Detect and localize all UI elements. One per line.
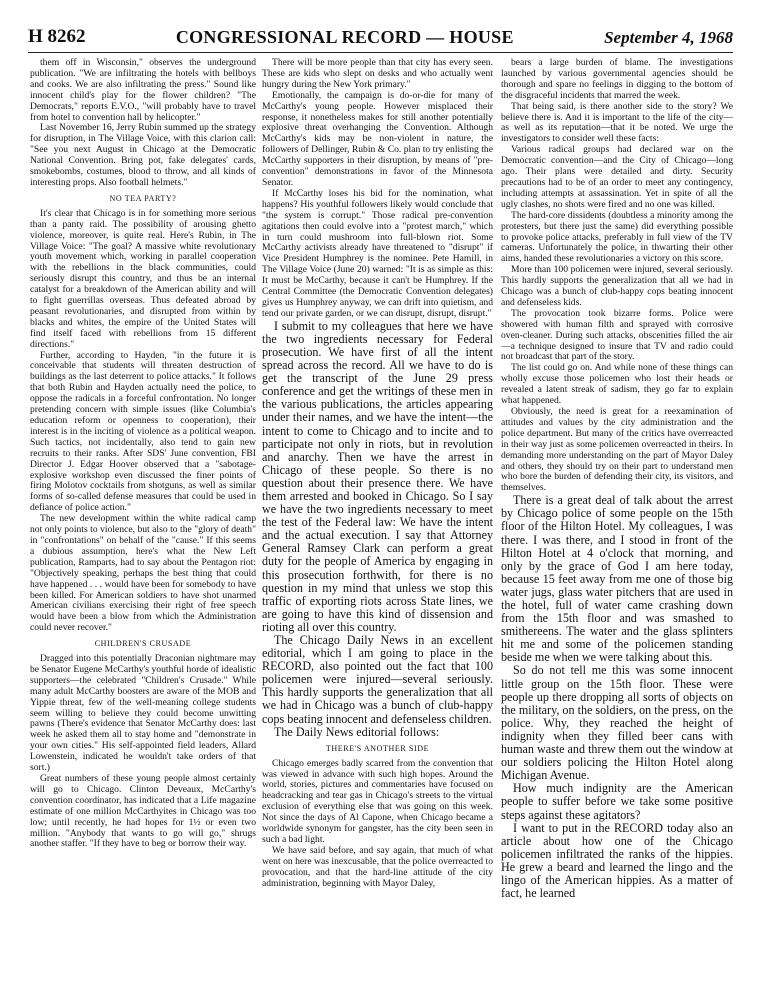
speech-paragraph: I want to put in the RECORD today also an article about how one of the Chicago policemen infiltrated the ranks of the hippies. He grew a beard and learned the lingo and the lingo of the American hippies. As a matter of fact, he learned [501,820,733,901]
inserted-text-paragraph: We have said before, and say again, that much of what went on here was inexcusable, that the police overreacted to provocation, and that the hard-line attitude of the city administration, beginning with Mayor Daley, [262,844,493,889]
speech-paragraph: The Chicago Daily News in an excellent editorial, which I am going to place in the RECORD, also pointed out the fact that 100 policemen were injured—several seriously. This hardly supports the generalization that all we had in Chicago was a bunch of club-happy cops beating innocent and defenseless children. [262,633,493,726]
speech-paragraph: The Daily News editorial follows: [274,724,440,739]
speech-paragraph: So do not tell me this was some innocent little group on the 15th floor. These were people up there dropping all sorts of objects on the military, on the soldiers, on the press, on the police. Why, they reached the height of indignity when they filled beer cans with human waste and threw them out the window at our soldiers policing the Hilton Hotel along Michigan Avenue. [501,663,733,783]
inserted-text-paragraph: The hard-core dissidents (doubtless a minority among the protesters, but there just the same) did everything possible to provoke police attacks, preferably in full view of the TV cameras. Unfortunately the police, in thwarting their other aims, handed these revolutionaries a victory on this score. [501,209,733,265]
inserted-text-paragraph: The provocation took bizarre forms. Police were showered with human filth and sprayed with corrosive oven-cleaner. During such attacks, obscenities filled the air—a technique designed to insure that TV and radio could not broadcast that part of the story. [501,307,733,363]
inserted-text-paragraph: Obviously, the need is great for a reexamination of attitudes and values by the city administration and the police department. But many of the critics have overreacted in their way just as some policemen overreacted in theirs. In demanding more understanding on the part of Mayor Daley and others, they should try on their part to understand men who bore the burden of defending their city, its visitors, and themselves. [501,406,733,494]
column-1 [30,58,256,978]
inserted-text-paragraph: There will be more people than that city has every seen. These are kids who slept on desks and who actually went hungry during the New York primary." [262,58,493,90]
inserted-text-paragraph: If McCarthy loses his bid for the nomination, what happens? His youthful followers likely would conclude that "the system is corrupt." Those radical pre-convention agitations then could evolve into a "protest march," which in turn could mushroom into full-blown riot. Some McCarthy activists already have threatened to "disrupt" if Vice President Humphrey is the nominee. Pete Hamill, in The Village Voice (June 20) warned: "It is as simple as this: It must be McCarthy, because it can't be Humphrey. If the Central Committee (the Democratic Convention delegates) gives us Humphrey anyway, we can drift into quietism, and tend our private garden, or we can disrupt, disrupt, disrupt." [262,187,493,319]
inserted-text-paragraph: The list could go on. And while none of these things can wholly excuse those policemen who lost their heads or revealed a latent streak of sadism, they go far to explain what happened. [501,362,733,407]
column-3 [501,58,733,978]
section-heading: THERE'S ANOTHER SIDE [325,743,430,753]
inserted-text-paragraph: Dragged into this potentially Draconian nightmare may be Senator Eugene McCarthy's youthful horde of idealistic supporters—the celebrated "Children's Crusade." While many adult McCarthy boosters are aware of the MOB and Yippie threat, few of the well-meaning college students seem willing to believe they could become unwitting pawns (There's evidence that Senator McCarthy does: last week he asked them all to stay home and "demonstrate in your own cities." His self-appointed field leaders, Allard Lowenstein, indicated he wouldn't take orders of that sort.) [30,653,256,774]
inserted-text-paragraph: bears a large burden of blame. The investigations launched by various governmental agencies should be thorough and spare no feelings in digging to the bottom of the disgraceful incidents that marred the week. [501,58,733,101]
inserted-text-paragraph: Various radical groups had declared war on the Democratic convention—and the City of Chicago—long ago. Their plans were detailed and dirty. Security precautions had to be of an order to meet any contingency, including attempts at assassination. Yet in spite of all the ugly clashes, no shots were fired and no one was killed. [501,144,733,210]
inserted-text-paragraph: Chicago emerges badly scarred from the convention that was viewed in advance with such high hopes. Around the world, stories, pictures and commentaries have focused on headcracking and tear gas in Chicago's streets to the virtual exclusion of everything else that was going on this week. Not since the days of Al Capone, when Chicago became a worldwide synonym for gangster, has the city been seen in such a bad light. [262,757,493,845]
speech-paragraph: How much indignity are the American people to suffer before we take some positive steps against these agitators? [501,781,733,822]
inserted-text-paragraph: The new development within the white radical camp not only points to violence, but also to the "glory of death" in "confrontations" on behalf of the "cause." If this seems a dubious assumption, here's what the New Left publication, Ramparts, had to say about the Pentagon riot: "Objectively speaking, perhaps the best thing that could have happened . . . would have been for somebody to have been killed. For American soldiers to have shot unarmed American civilians exercising their right of free speech would have been a blow from which the Administration could never recover." [30,513,256,634]
section-heading: NO TEA PARTY? [109,193,177,203]
inserted-text-paragraph: Great numbers of these young people almost certainly will go to Chicago. Clinton Deveaux, McCarthy's convention coordinator, has indicated that a Life magazine estimate of one million McCarthyites in Chicago was too low; until recently, he had hopes for 1½ or even two million. "Anybody that wants to go will go," shrugs another staffer. "If they have to beg or borrow their way. [30,773,256,850]
publication-title: CONGRESSIONAL RECORD — HOUSE [175,27,514,47]
column-2 [262,58,493,978]
header-rule [28,52,733,53]
inserted-text-paragraph: It's clear that Chicago is in for something more serious than a panty raid. The possibility of arousing ghetto violence, moreover, is quite real. Here's Rubin, in The Village Voice: "The goal? A massive white revolutionary youth movement which, working in parallel cooperation with the rebellions in the black communities, could seriously disrupt this country, and thus be an internal catalyst for a breakdown of the American ability and will to fight guerrillas overseas. Thus defeated abroad by peasant revolutionaries, and disrupted from within by blacks and whites, the empire of the United States will find itself faced with rebellions from 15 different directions." [30,207,256,350]
page-header [28,22,733,48]
speech-paragraph: I submit to my colleagues that here we have the two ingredients necessary for Federal prosecution. We have first of all the intent spread across the record. All we have to do is get the transcript of the June 29 press conference and get the writings of these men in the various publications, the articles appearing under their names, and we have the intent—the intent to come to Chicago and to incite and to participate not only in riots, but in revolution and anarchy. Then we have the arrest in Chicago of these people. So there is no question about their presence there. We have them arrested and booked in Chicago. So I say we have the two ingredients necessary to meet the test of the Federal law: We have the intent and the actual execution. I say that Attorney General Ramsey Clark can perform a great duty for the people of America by engaging in this prosecution forthwith, for there is no question in my mind that unless we stop this traffic of exporting riots across State lines, we are going to have this kind of dissension and rioting all over this country. [262,318,493,634]
section-heading: CHILDREN'S CRUSADE [94,639,192,649]
issue-date: September 4, 1968 [604,28,733,47]
inserted-text-paragraph: Emotionally, the campaign is do-or-die for many of McCarthy's young people. However misplaced their response, it nonetheless makes for still another potentially explosive threat overhanging the Convention. Although McCarthy's kids may be non-violent in nature, the followers of Dellinger, Rubin & Co. plan to try enlisting the McCarthy supporters in their disruption, by means of "pre-convention" demonstrations in favor of the Minnesota Senator. [262,89,493,188]
inserted-text-paragraph: More than 100 policemen were injured, several seriously. This hardly supports the generalization that all we had in Chicago was a bunch of club-happy cops beating innocent and defenseless kids. [501,264,733,308]
page-number: H 8262 [28,26,86,47]
speech-paragraph: There is a great deal of talk about the arrest by Chicago police of some people on the 15th floor of the Hilton Hotel. My colleagues, I was there. I was there, and I stood in front of the Hilton Hotel at 4 o'clock that morning, and only by the grace of God I am here today, because 15 feet away from me one of those big water jugs, glass water pitchers that are used in the hotel, full of water came crashing down from the 15th floor and was smashed to smithereens. The water and the glass splinters hit me and some of the policemen standing beside me when we were talking about this. [501,493,733,665]
inserted-text-paragraph: them off in Wisconsin," observes the underground publication. "We are infiltrating the hotels with bellboys and cooks. We are also infiltrating the press." Sound like innocent child's play for the flower children? "The Democrats," reports E.V.O., "will probably have to travel from hotel to convention hall by helicopter." [30,58,256,123]
inserted-text-paragraph: Further, according to Hayden, "in the future it is conceivable that students will threaten destruction of buildings as the last deterrent to police attacks." It follows that both Rubin and Hayden actually need the police, to oppose the radicals in a forceful confrontation. No longer pretending concern with simple issues (like Columbia's education reform or openness to cooperation), their interest is in the inciting of violence as a political weapon. Such tactics, not incidentally, also tend to gain new recruits to their ranks. After SDS' June convention, FBI Director J. Edgar Hoover observed that a "sabotage-explosive workshop even discussed the finer points of firing Molotov cocktails from shotguns, as well as similar forms of so-called defense measures that could be used in defiance of police action." [30,349,256,514]
inserted-text-paragraph: Last November 16, Jerry Rubin summed up the strategy for disruption, in The Village Voice, with this clarion call: "See you next August in Chicago at the Democratic National Convention. Bring pot, fake delegates' cards, smokebombs, costumes, blood to throw, and all kinds of interesting props. Also football helmets." [30,122,256,188]
inserted-text-paragraph: That being said, is there another side to the story? We believe there is. And it is important to the life of the city—as well as its reputation—that it be noted. We urge the investigators to consider well these facts: [501,100,733,145]
